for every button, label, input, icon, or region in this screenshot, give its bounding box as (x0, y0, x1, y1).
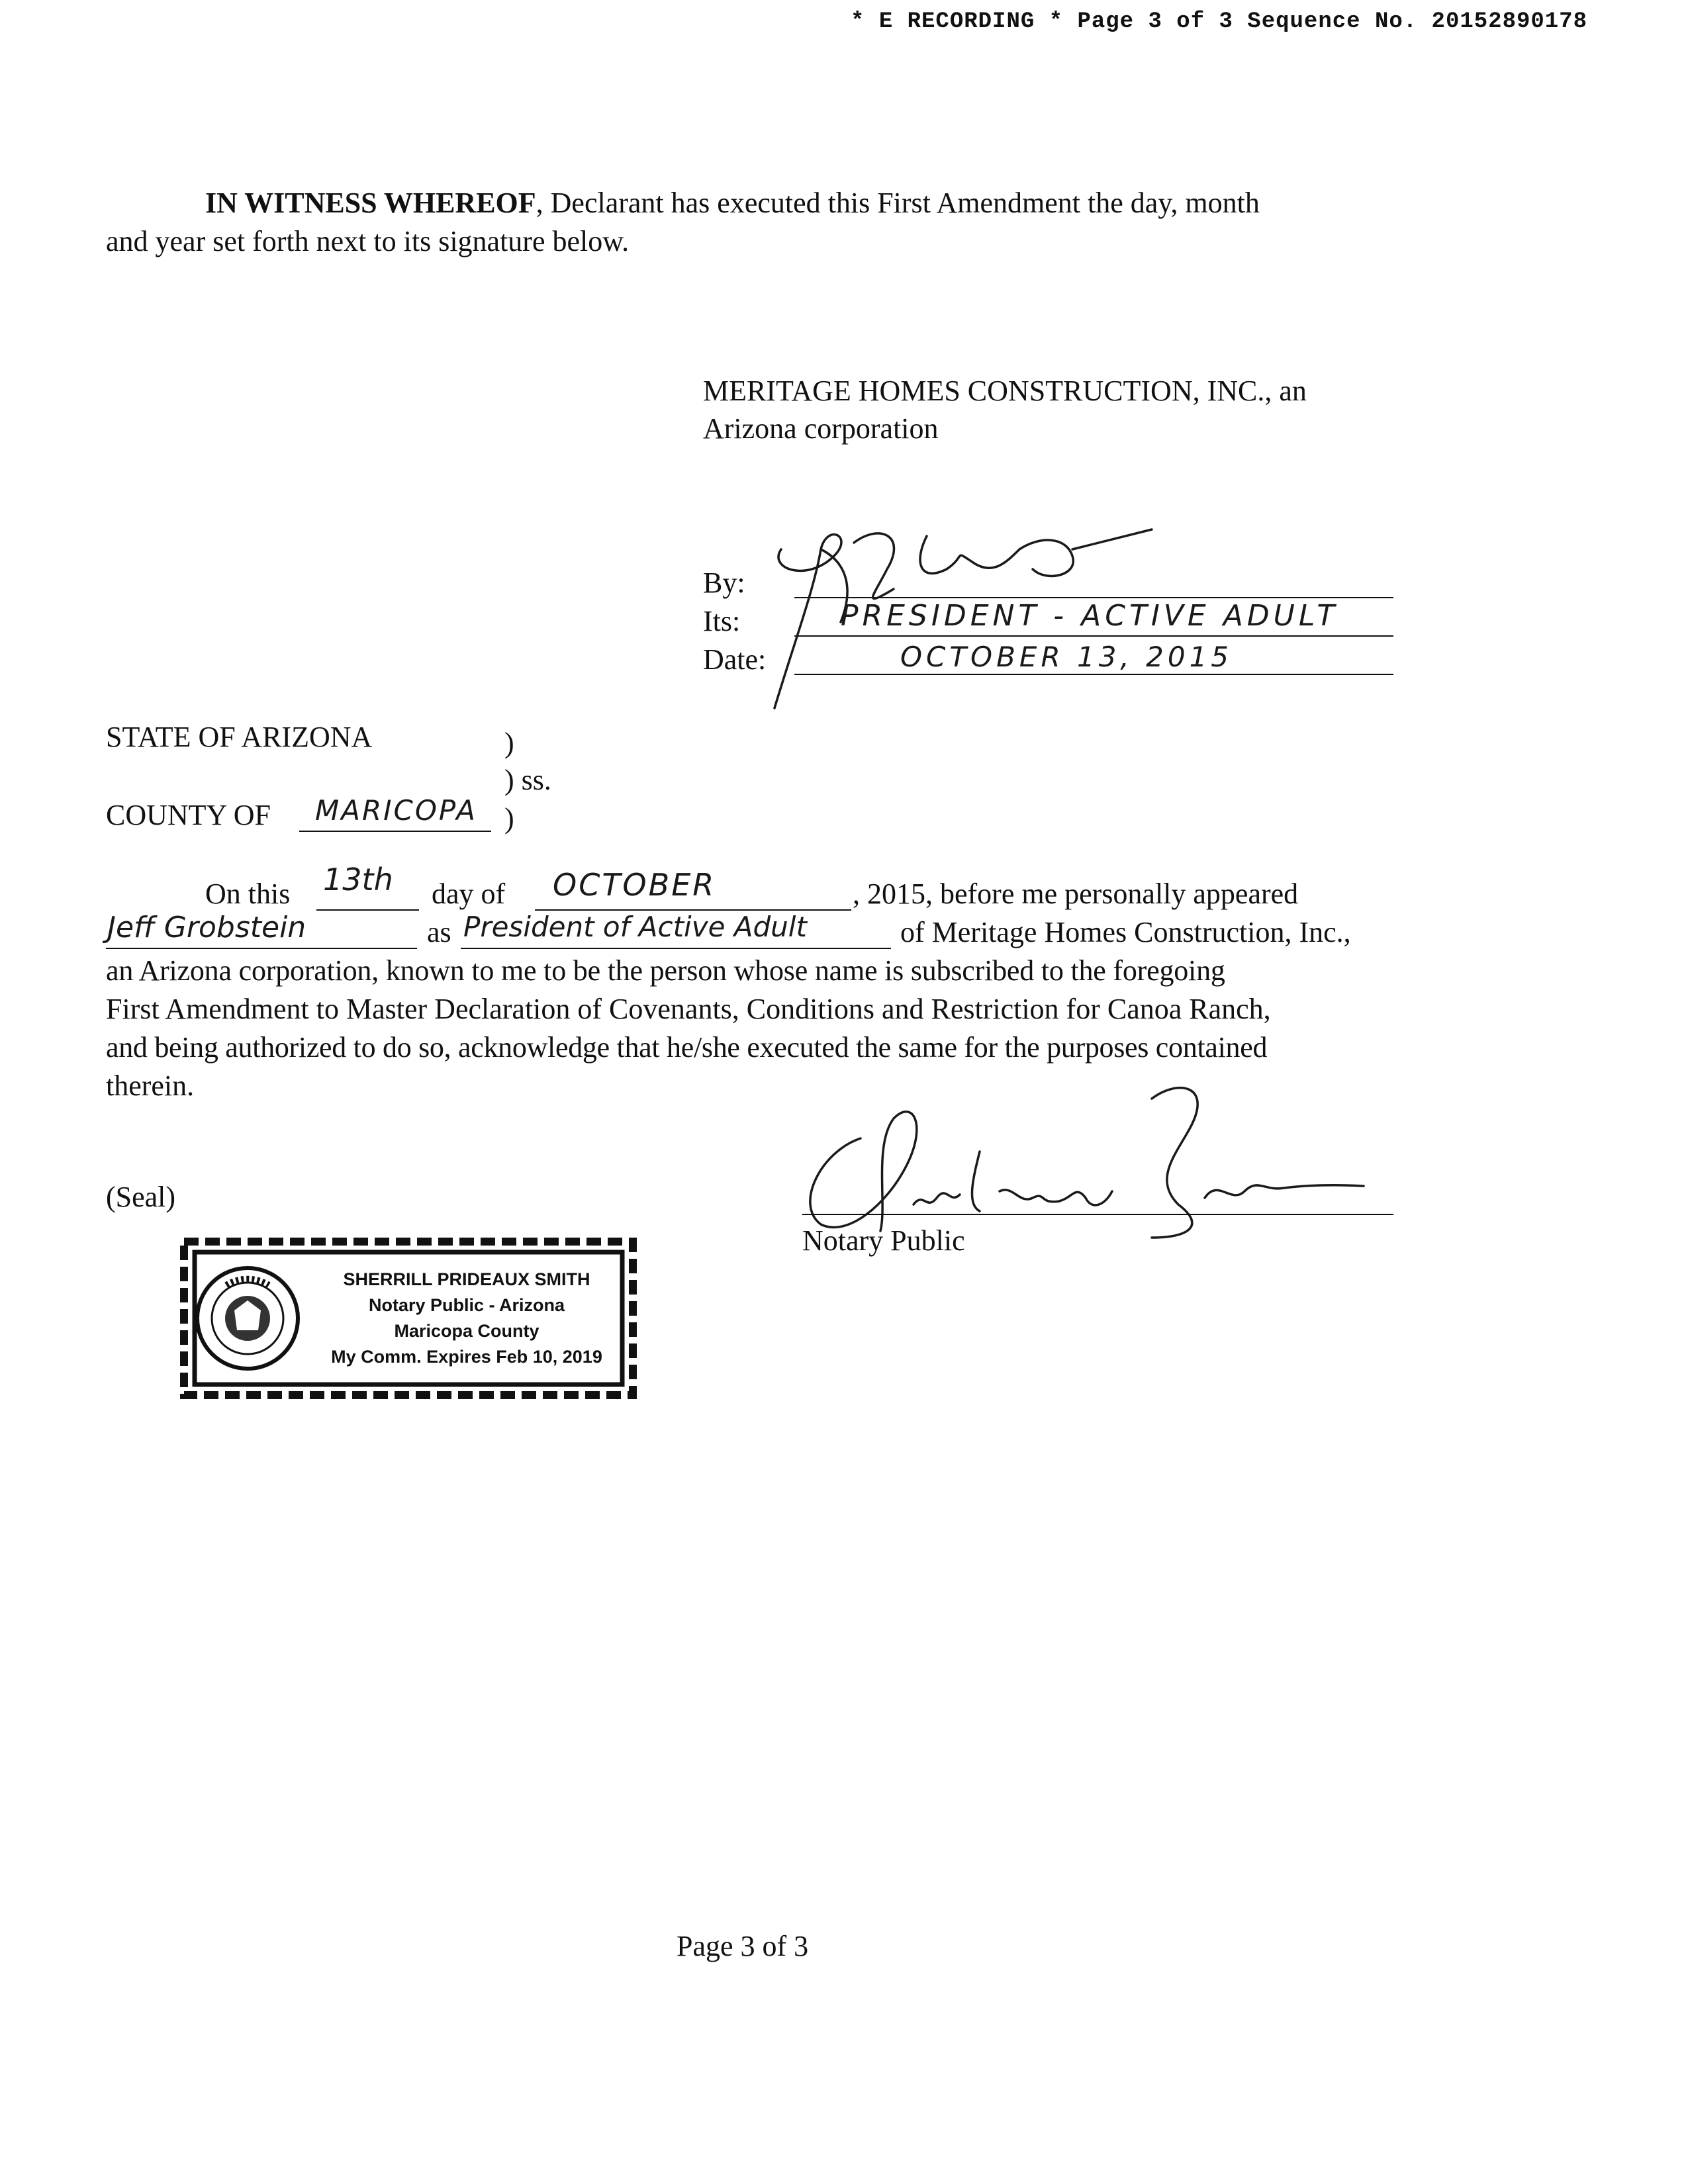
day-of-label: day of (432, 878, 506, 910)
year-text: , 2015, before me personally appeared (853, 878, 1299, 910)
witness-line-1 (205, 184, 1260, 222)
as-label: as (427, 916, 451, 948)
witness-line-2: and year set forth next to its signature below. (106, 225, 630, 257)
by-label: By: (703, 567, 745, 599)
state-label: STATE OF ARIZONA (106, 721, 373, 753)
witness-bold-lead: IN WITNESS WHEREOF (205, 187, 536, 219)
paren-3: ) (504, 802, 514, 835)
date-label: Date: (703, 643, 767, 676)
company-type: Arizona corporation (703, 412, 939, 445)
signer-signature (755, 510, 1218, 721)
of-company-text: of Meritage Homes Construction, Inc., (900, 916, 1351, 948)
name-line (106, 948, 417, 949)
company-name: MERITAGE HOMES CONSTRUCTION, INC., an (703, 375, 1307, 407)
stamp-county: Maricopa County (394, 1321, 539, 1341)
ack-line-4: First Amendment to Master Declaration of Covenants, Conditions and Restriction for Canoa Ranch, (106, 993, 1271, 1025)
ss-label: ) ss. (504, 764, 551, 796)
county-line (299, 831, 491, 832)
notary-public-label: Notary Public (802, 1224, 965, 1257)
ack-line-6: therein. (106, 1069, 195, 1102)
recording-header: * E RECORDING * Page 3 of 3 Sequence No. 20152890178 (851, 9, 1587, 34)
month-handwritten: OCTOBER (553, 867, 716, 903)
stamp-expiry: My Comm. Expires Feb 10, 2019 (331, 1347, 602, 1367)
name-handwritten: Jeff Grobstein (107, 911, 306, 944)
its-handwritten: PRESIDENT - ACTIVE ADULT (841, 599, 1339, 633)
paren-1: ) (504, 727, 514, 759)
on-this-label: On this (205, 878, 291, 910)
date-handwritten: OCTOBER 13, 2015 (900, 641, 1233, 673)
day-line (316, 909, 419, 911)
stamp-name: SHERRILL PRIDEAUX SMITH (343, 1269, 590, 1289)
county-handwritten: MARICOPA (315, 794, 477, 827)
seal-label: (Seal) (106, 1181, 176, 1213)
stamp-text-block (305, 1267, 629, 1370)
notary-stamp (180, 1238, 637, 1399)
witness-line-1-rest: , Declarant has executed this First Amendment the day, month (536, 187, 1260, 219)
its-label: Its: (703, 605, 741, 637)
title-handwritten: President of Active Adult (463, 911, 807, 943)
ack-line-5: and being authorized to do so, acknowledge that he/she executed the same for the purposes contained (106, 1031, 1268, 1064)
county-label: COUNTY OF (106, 799, 271, 831)
title-line (461, 948, 891, 949)
notary-line (802, 1214, 1393, 1215)
day-handwritten: 13th (323, 862, 393, 897)
ack-line-3: an Arizona corporation, known to me to be the person whose name is subscribed to the foregoing (106, 954, 1225, 987)
page-footer: Page 3 of 3 (677, 1930, 809, 1962)
stamp-title: Notary Public - Arizona (368, 1295, 565, 1315)
